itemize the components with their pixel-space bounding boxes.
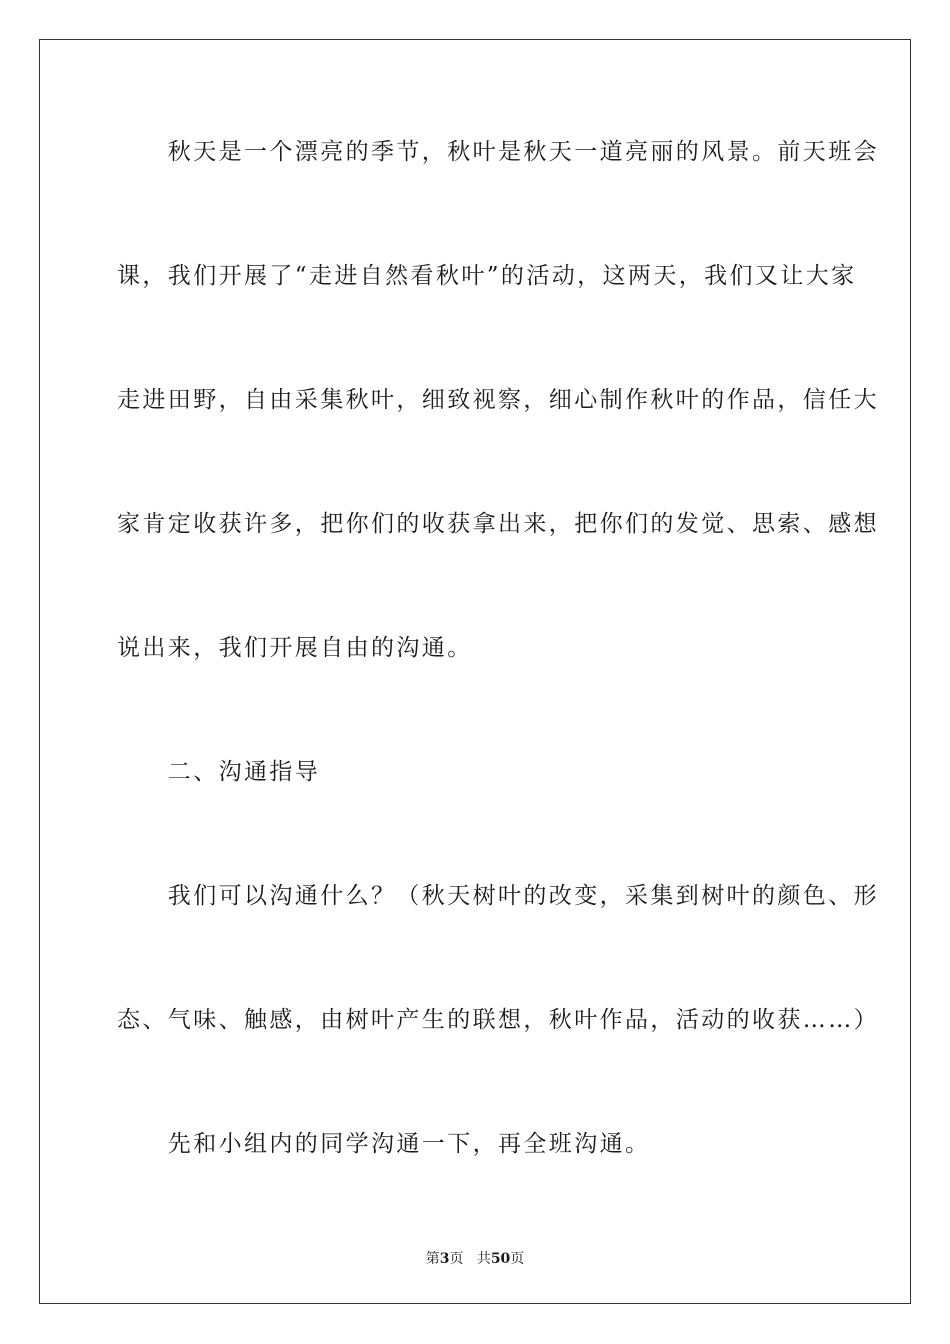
footer-total-prefix: 共 bbox=[476, 1251, 491, 1267]
text-line-8: 先和小组内的同学沟通一下，再全班沟通。 bbox=[117, 1131, 651, 1157]
footer-page-prefix: 第 bbox=[425, 1251, 440, 1267]
text-line-5: 说出来，我们开展自由的沟通。 bbox=[117, 635, 473, 661]
footer-page-suffix: 页 bbox=[449, 1251, 464, 1267]
text-line-6: 我们可以沟通什么？（秋天树叶的改变，采集到树叶的颜色、形 bbox=[117, 883, 879, 909]
text-line-2: 课，我们开展了“走进自然看秋叶”的活动，这两天，我们又让大家 bbox=[117, 263, 857, 289]
footer-total-number: 50 bbox=[490, 1251, 511, 1267]
page-footer bbox=[0, 1248, 950, 1268]
section-heading: 二、沟通指导 bbox=[117, 759, 321, 785]
footer-page-number: 3 bbox=[439, 1251, 450, 1267]
text-line-1: 秋天是一个漂亮的季节，秋叶是秋天一道亮丽的风景。前天班会 bbox=[117, 139, 879, 165]
footer-total-suffix: 页 bbox=[510, 1251, 525, 1267]
text-line-4: 家肯定收获许多，把你们的收获拿出来，把你们的发觉、思索、感想 bbox=[117, 511, 879, 537]
text-line-7: 态、气味、触感，由树叶产生的联想，秋叶作品，活动的收获……） bbox=[117, 1007, 879, 1033]
text-line-3: 走进田野，自由采集秋叶，细致视察，细心制作秋叶的作品，信任大 bbox=[117, 387, 879, 413]
